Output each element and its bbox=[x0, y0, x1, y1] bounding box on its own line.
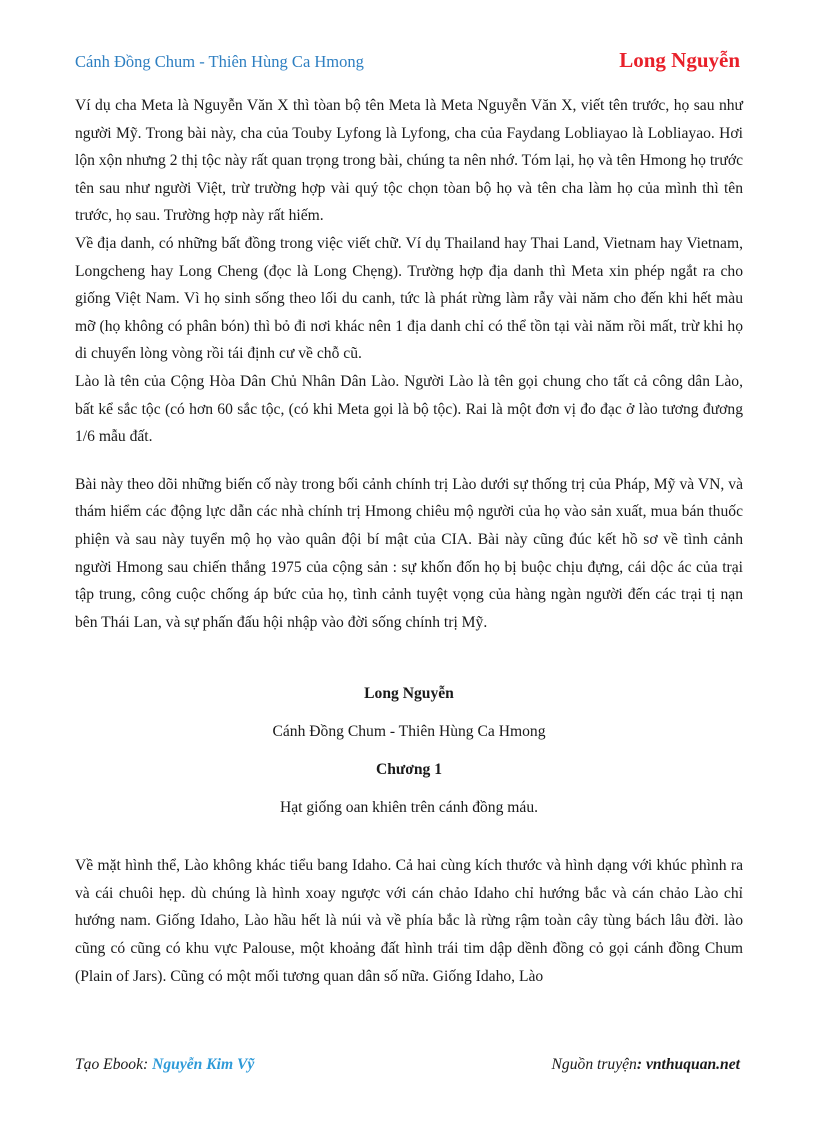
spacer bbox=[75, 780, 743, 798]
page-content bbox=[75, 92, 743, 990]
spacer bbox=[75, 704, 743, 722]
chapter-author: Long Nguyễn bbox=[364, 685, 454, 703]
chapter-subtitle: Hạt giống oan khiên trên cánh đồng máu. bbox=[279, 799, 539, 817]
paragraph-summary: Bài này theo dõi những biến cố này trong bối cảnh chính trị Lào dưới sự thống trị của Pháp, Mỹ và VN, và thám hiểm các động lực dẫn các nhà chính trị Hmong chiêu mộ người của họ vào sản xuất, mua bán thuốc phiện và sau này tuyển mộ họ vào quân đội bí mật của CIA. Bài này cũng đúc kết hồ sơ về tình cảnh người Hmong sau chiến thắng 1975 của cộng sản : sự khốn đốn họ bị buộc chịu đựng, cái dộc ác của trại tập trung, công cuộc chống áp bức của họ, tình cảnh tuyệt vọng của hàng ngàn người đến các trại tị nạn bên Thái Lan, và sự phấn đấu hội nhập vào đời sống chính trị Mỹ. bbox=[75, 475, 743, 631]
paragraph-place-names: Về địa danh, có những bất đồng trong việc viết chữ. Ví dụ Thailand hay Thai Land, Vietnam hay Vietnam, Longcheng hay Long Cheng (đọc là Long Chẹng). Trường hợp địa danh thì Meta xin phép ngắt ra cho giống Việt Nam. Vì họ sinh sống theo lối du canh, tức là phát rừng làm rẫy vài năm cho đến khi hết màu mỡ (họ không có phân bón) thì bỏ đi nơi khác nên 1 địa danh chỉ có thể tồn tại vài năm rồi mất, trừ khi họ di chuyển lòng vòng rồi tái định cư về chỗ cũ. bbox=[75, 234, 743, 363]
spacer bbox=[75, 636, 743, 684]
footer-ebook-credit bbox=[75, 1056, 254, 1074]
footer-source-label: Nguồn truyện bbox=[551, 1056, 637, 1073]
header-author: Long Nguyễn bbox=[619, 48, 740, 72]
spacer bbox=[75, 818, 743, 852]
header-book-title: Cánh Đồng Chum - Thiên Hùng Ca Hmong bbox=[75, 52, 364, 71]
footer-source-credit bbox=[552, 1056, 740, 1074]
footer-source-sep: : bbox=[636, 1056, 646, 1073]
footer-ebook-sep: : bbox=[143, 1056, 153, 1073]
footer-ebook-name: Nguyễn Kim Vỹ bbox=[152, 1056, 255, 1073]
chapter-number: Chương 1 bbox=[375, 761, 443, 779]
chapter-book-title: Cánh Đồng Chum - Thiên Hùng Ca Hmong bbox=[272, 723, 546, 741]
spacer bbox=[75, 451, 743, 471]
footer-ebook-label: Tạo Ebook bbox=[75, 1056, 144, 1073]
paragraph-names: Ví dụ cha Meta là Nguyễn Văn X thì tòan bộ tên Meta là Meta Nguyễn Văn X, viết tên trước, họ sau như người Mỹ. Trong bài này, cha của Touby Lyfong là Lyfong, cha của Faydang Lobliayao là Lobliayao. Hơi lộn xộn nhưng 2 thị tộc này rất quan trọng trong bài, chúng ta nên nhớ. Tóm lại, họ và tên Hmong họ trước tên sau như người Việt, trừ trường hợp vài quý tộc chọn tòan bộ họ và tên cha làm họ của mình thì tên trước, họ sau. Trường hợp này rất hiếm. bbox=[75, 97, 743, 225]
footer-source-site: vnthuquan.net bbox=[645, 1056, 740, 1073]
paragraph-laos-definition: Lào là tên của Cộng Hòa Dân Chủ Nhân Dân Lào. Người Lào là tên gọi chung cho tất cả công dân Lào, bất kể sắc tộc (có hơn 60 sắc tộc, (có khi Meta gọi là bộ tộc). Rai là một đơn vị đo đạc ở lào tương đương 1/6 mẫu đất. bbox=[75, 372, 743, 446]
spacer bbox=[75, 742, 743, 760]
paragraph-geography: Về mặt hình thể, Lào không khác tiểu bang Idaho. Cả hai cùng kích thước và hình dạng với khúc phình ra và cái chuôi hẹp. dù chúng là hình xoay ngược với cán chảo Idaho chỉ hướng bắc và cán chảo Lào chỉ hướng nam. Giống Idaho, Lào hầu hết là núi và về phía bắc là rừng rậm toàn cây tùng bách lâu đời. lào cũng có cũng có khu vực Palouse, một khoảng đất hình trái tim dập dềnh đồng cỏ gọi cánh đồng Chum (Plain of Jars). Cũng có một mối tương quan dân số nữa. Giống Idaho, Lào bbox=[75, 857, 743, 985]
